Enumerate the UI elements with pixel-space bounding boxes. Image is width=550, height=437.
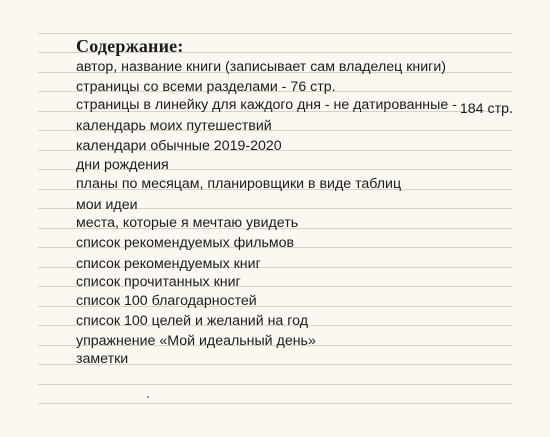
toc-item [76, 78, 336, 96]
toc-item-text: автор, название книги (записывает сам владелец книги) [76, 59, 446, 75]
toc-item [76, 96, 513, 117]
toc-item [76, 255, 261, 273]
toc-item [76, 312, 308, 330]
ruled-line [38, 384, 512, 385]
toc-item-text: упражнение «Мой идеальный день» [76, 333, 316, 349]
toc-item-text: заметки [76, 351, 129, 367]
toc-item-text: мои идеи [76, 197, 138, 213]
page-title: Содержание: [76, 36, 184, 56]
toc-item-text: места, которые я мечтаю увидеть [76, 215, 299, 231]
toc-item [76, 175, 401, 193]
toc-item-text: список прочитанных книг [76, 274, 241, 290]
toc-item-text: календари обычные 2019-2020 [76, 138, 282, 154]
toc-item [76, 137, 282, 155]
toc-item [76, 117, 272, 135]
toc-item [76, 214, 298, 232]
toc-item [76, 196, 138, 214]
ink-dot [147, 396, 149, 398]
toc-item [76, 58, 446, 76]
ruled-line [38, 403, 512, 404]
toc-item-text: список рекомендуемых книг [76, 256, 261, 272]
toc-item [76, 234, 294, 252]
toc-item [76, 273, 241, 291]
toc-item-text: список рекомендуемых фильмов [76, 235, 295, 251]
toc-item-text: календарь моих путешествий [76, 118, 272, 134]
toc-item-text: планы по месяцам, планировщики в виде таблиц [76, 176, 402, 192]
page-count: 184 стр. [459, 101, 513, 117]
toc-item-text: список 100 целей и желаний на год [76, 313, 308, 329]
toc-item [76, 332, 316, 350]
ruled-line [38, 33, 512, 34]
toc-item-text: страницы в линейку для каждого дня - не датированные - [76, 97, 457, 113]
toc-item [76, 350, 128, 368]
toc-item-text: дни рождения [76, 157, 169, 173]
toc-item-text: страницы со всеми разделами - 76 стр. [76, 79, 336, 95]
toc-item [76, 156, 169, 174]
toc-item-text: список 100 благодарностей [76, 293, 257, 309]
toc-item [76, 292, 257, 310]
